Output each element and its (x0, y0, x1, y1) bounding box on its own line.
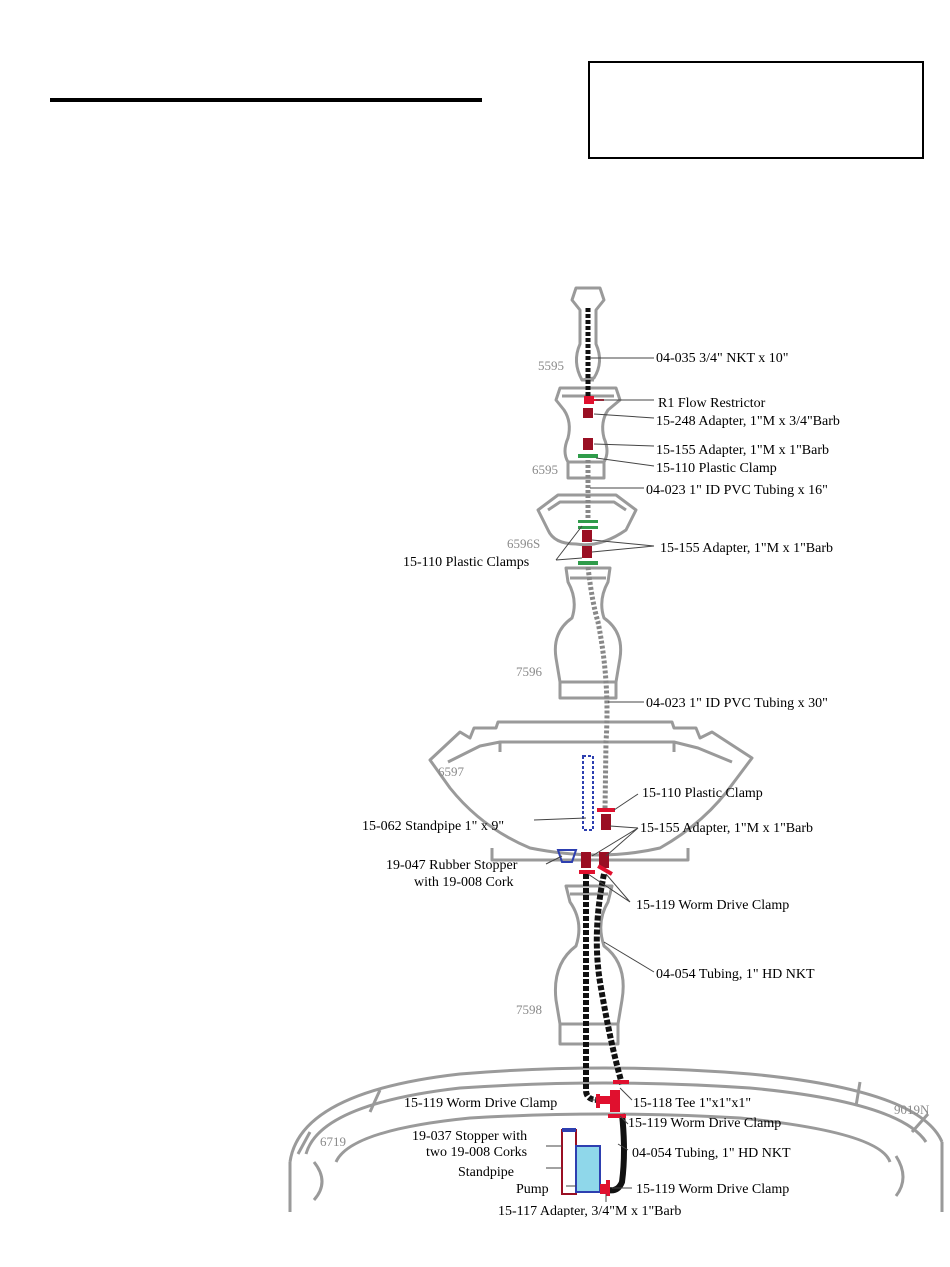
callout-04-023-30in: 04-023 1" ID PVC Tubing x 30" (646, 696, 828, 711)
plastic-clamp-bowl-upper (578, 520, 598, 523)
standpipe-19-037 (562, 1130, 576, 1194)
callout-15-119-c: 15-119 Worm Drive Clamp (628, 1116, 782, 1131)
callout-15-155-bowl: 15-155 Adapter, 1"M x 1"Barb (660, 541, 834, 556)
adapter-15-155-bowl-b (582, 546, 592, 558)
standpipe-15-062 (583, 756, 593, 830)
piece-label-6719: 6719 (320, 1134, 346, 1149)
fountain-assembly-diagram (270, 282, 950, 1217)
standpipe-19-037-cap (562, 1128, 576, 1132)
pump (576, 1146, 600, 1192)
callout-15-110-6597: 15-110 Plastic Clamp (642, 786, 763, 801)
callout-19-008-corks: two 19-008 Corks (426, 1145, 528, 1160)
adapter-15-155-bowl-a (582, 530, 592, 542)
header-box (588, 61, 924, 159)
callout-04-023-16in: 04-023 1" ID PVC Tubing x 16" (646, 483, 828, 498)
callout-15-110-clamps: 15-110 Plastic Clamps (403, 555, 530, 570)
callout-standpipe: Standpipe (458, 1165, 514, 1180)
piece-label-6595: 6595 (532, 462, 558, 477)
plastic-clamp-top (578, 454, 598, 458)
callout-15-110-top: 15-110 Plastic Clamp (656, 461, 777, 476)
callout-pump: Pump (516, 1182, 549, 1197)
piece-labels (320, 358, 930, 1149)
callout-19-047: 19-047 Rubber Stopper (386, 858, 518, 873)
tee-15-118-arm (600, 1096, 612, 1104)
callout-04-035: 04-035 3/4" NKT x 10" (656, 351, 789, 366)
worm-drive-clamp-c (613, 1080, 629, 1084)
callout-15-118: 15-118 Tee 1"x1"x1" (633, 1096, 752, 1111)
piece-label-5595: 5595 (538, 358, 564, 373)
callout-04-054-lower: 04-054 Tubing, 1" HD NKT (632, 1146, 791, 1161)
callout-04-054-upper: 04-054 Tubing, 1" HD NKT (656, 967, 815, 982)
callout-19-008-cork: with 19-008 Cork (414, 875, 514, 890)
callout-15-248: 15-248 Adapter, 1"M x 3/4"Barb (656, 414, 840, 429)
piece-label-9019n: 9019N (894, 1102, 930, 1117)
callout-r1-flow-restrictor: R1 Flow Restrictor (658, 396, 766, 411)
header-rule (50, 98, 482, 102)
r1-flow-restrictor (584, 396, 594, 404)
piece-label-7598: 7598 (516, 1002, 542, 1017)
tubing-04-054-bottom (608, 1114, 624, 1190)
callout-15-117: 15-117 Adapter, 3/4"M x 1"Barb (498, 1204, 682, 1217)
piece-label-6596s: 6596S (507, 536, 541, 551)
callout-15-119-d: 15-119 Worm Drive Clamp (636, 1182, 790, 1197)
worm-drive-clamp-e (608, 1114, 626, 1118)
tubing-04-054-left (586, 874, 598, 1100)
worm-drive-clamp-f (606, 1180, 610, 1196)
callout-19-037: 19-037 Stopper with (412, 1129, 528, 1144)
callout-15-155-top: 15-155 Adapter, 1"M x 1"Barb (656, 443, 830, 458)
adapter-15-248 (583, 408, 593, 418)
worm-drive-clamp-d (596, 1094, 600, 1108)
leader-lines (534, 358, 654, 1202)
tubing-04-054-right (597, 874, 622, 1084)
callout-15-119-b: 15-119 Worm Drive Clamp (404, 1096, 558, 1111)
callout-15-062: 15-062 Standpipe 1" x 9" (362, 819, 505, 834)
plastic-clamp-6597 (597, 808, 615, 812)
adapter-15-155-bottom-a (581, 852, 591, 868)
piece-label-6597: 6597 (438, 764, 464, 779)
piece-label-7596: 7596 (516, 664, 542, 679)
plastic-clamp-bowl-lower (578, 561, 598, 565)
piece-7598 (555, 886, 623, 1044)
tubing-04-023-30in (588, 567, 607, 810)
adapter-15-155-6597 (601, 814, 611, 830)
callout-15-119-a: 15-119 Worm Drive Clamp (636, 898, 790, 913)
piece-7596 (555, 568, 620, 698)
worm-drive-clamp-a (579, 870, 595, 874)
adapter-15-155-top (583, 438, 593, 450)
callout-15-155-6597: 15-155 Adapter, 1"M x 1"Barb (640, 821, 814, 836)
